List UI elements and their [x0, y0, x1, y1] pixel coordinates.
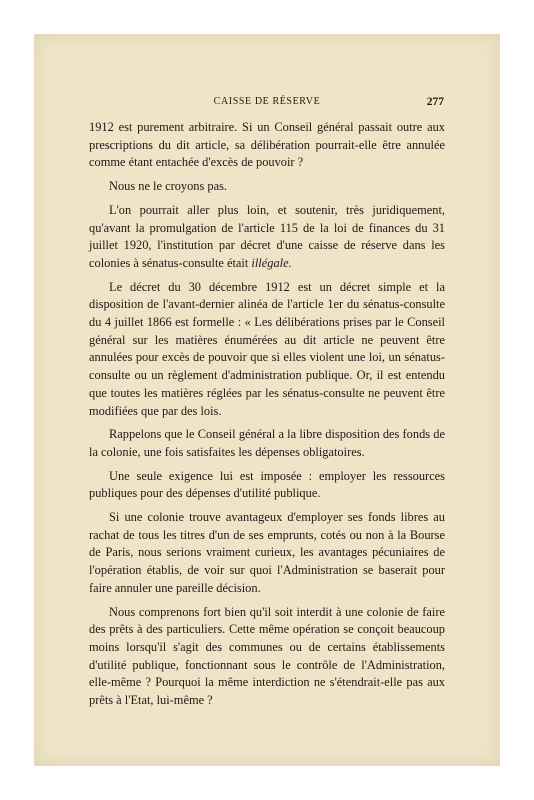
- paragraph: Une seule exigence lui est imposée : employer les ressources publiques pour des dépenses d'utilité publique.: [89, 468, 445, 501]
- paragraph: Nous ne le croyons pas.: [109, 179, 228, 194]
- paragraph: 1912 est purement arbitraire. Si un Conseil général passait outre aux prescriptions du dit article, sa délibération pourrait-elle être annulée comme étant entachée d'excès de pouvoir ?: [89, 120, 445, 170]
- running-head: [34, 96, 500, 110]
- paragraph-text: L'on pourrait aller plus loin, et soutenir, très juridiquement, qu'avant la promulgation de l'article 115 de la loi de finances du 31 juillet 1920, l'institution par décret d'une caisse de réserve dans les colonies à sénatus-consulte était: [89, 202, 445, 270]
- paragraph: Nous comprenons fort bien qu'il soit interdit à une colonie de faire des prêts à des particuliers. Cette même opération se conçoit beaucoup moins lorsqu'il s'agit des communes ou de certains établissements d'utilité publique, fonctionnant sous le contrôle de l'Administration, elle-même ? Pourquoi la même interdiction ne s'étendrait-elle pas aux prêts à l'Etat, lui-même ?: [89, 604, 445, 708]
- italic-emphasis: illégale.: [251, 255, 292, 270]
- book-page: [34, 34, 500, 766]
- paragraph: Le décret du 30 décembre 1912 est un décret simple et la disposition de l'avant-dernier alinéa de l'article 1er du sénatus-consulte du 4 juillet 1866 est formelle : « Les délibérations prises par le Conseil général sur les matières énumérées au dit article ne peuvent être annulées pour excès de pouvoir que si elles violent une loi, un sénatus-consulte ou un règlement d'administration publique. Or, il est entendu que toutes les matières réglées par les sénatus-consulte ne peuvent être modifiées que par des lois.: [89, 279, 445, 418]
- paragraph: Rappelons que le Conseil général a la libre disposition des fonds de la colonie, une fois satisfaites les dépenses obligatoires.: [89, 427, 445, 459]
- paragraph: Si une colonie trouve avantageux d'employer ses fonds libres au rachat de tous les titres d'un de ses emprunts, cotés ou non à la Bourse de Paris, nous serions vraiment curieux, les avantages pécuniaires de l'opération établis, de voir sur quoi l'Administration se baserait pour faire annuler une pareille décision.: [89, 510, 445, 595]
- paragraph: [89, 202, 445, 273]
- page-number: 277: [426, 96, 444, 108]
- running-head-title: CAISSE DE RÉSERVE: [213, 96, 321, 107]
- body-text: [89, 119, 445, 710]
